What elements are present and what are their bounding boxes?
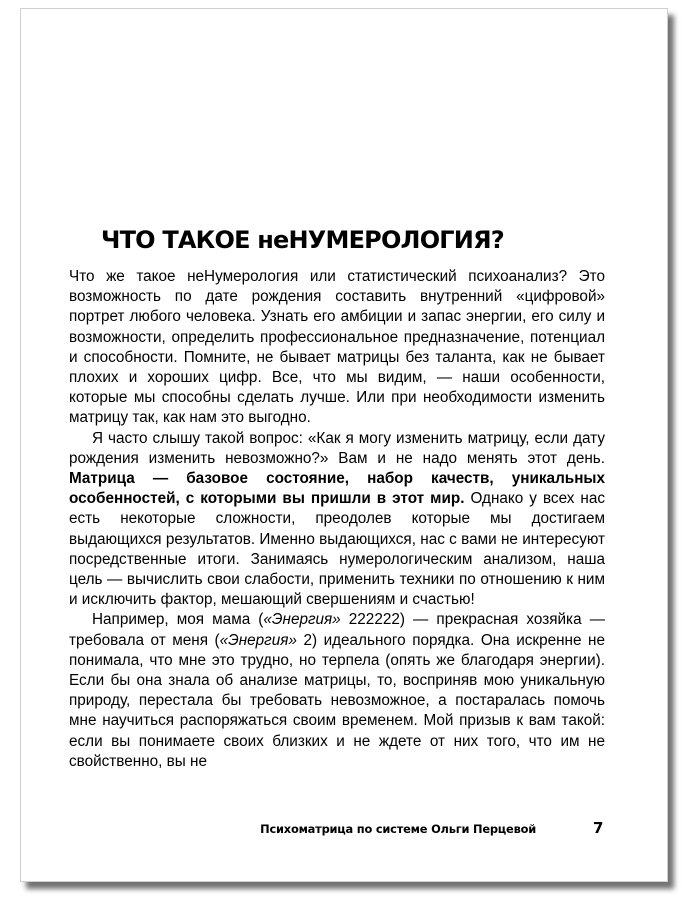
running-footer-title: Психоматрица по системе Ольги Перцевой — [260, 822, 536, 836]
paragraph-1 — [69, 267, 605, 429]
paragraph-1-text: Что же такое неНумерология или статистический психоанализ? Это возможность по дате рождения составить внутренний «цифровой» портрет любого человека. Узнать его амбиции и запас энергии, его силу и возможности, определить профессиональное предназначение, потенциал и способности. Помните, не бывает матрицы без таланта, как не бывает плохих и хороших цифр. Все, что мы видим, — наши особенности, которые мы способны сделать лучше. Или при необходимости изменить матрицу так, как нам это выгодно. — [69, 268, 605, 427]
paragraph-3-italic-energy-2: «Энергия» — [219, 631, 297, 649]
paragraph-3 — [69, 610, 605, 772]
paragraph-2-text-end: Однако у всех нас есть некоторые сложности, преодолев которые мы достигаем выдающихся результатов. Именно выдающихся, нас с вами не интересуют посредственные итоги. Занимаясь нумерологическим анализом, наша цель — вычислить свои слабости, применить техники по отношению к ним и исключить фактор, мешающий свершениям и счастью! — [69, 490, 605, 609]
page-number: 7 — [593, 819, 604, 837]
paragraph-3-text-b: 222222) — прекрасная хозяйка — требовала от меня ( — [69, 611, 605, 649]
body-text — [69, 267, 605, 772]
paragraph-2-bold-statement: Матрица — базовое состояние, набор качеств, уникальных особенностей, с которыми вы пришли в этот мир. — [69, 470, 605, 508]
book-page — [20, 8, 668, 882]
paragraph-3-text-c: 2) идеального порядка. Она искренне не понимала, что мне это трудно, но терпела (опять же благодаря энергии). Если бы она знала об анализе матрицы, то, восприняв мою уникальную природу, перестала бы требовать невозможное, а постаралась помочь мне научиться распоряжаться своим временем. Мой призыв к вам такой: если вы понимаете своих близких и не ждете от них того, что им не свойственно, вы не — [69, 631, 605, 770]
paragraph-3-italic-energy-1: «Энергия» — [263, 611, 341, 629]
paragraph-2 — [69, 429, 605, 611]
paragraph-2-text-start: Я часто слышу такой вопрос: «Как я могу изменить матрицу, если дату рождения изменить невозможно?» Вам и не надо менять этот день. — [69, 429, 605, 467]
chapter-title: ЧТО ТАКОЕ неНУМЕРОЛОГИЯ? — [101, 226, 504, 254]
paragraph-3-text-a: Например, моя мама ( — [92, 611, 264, 629]
